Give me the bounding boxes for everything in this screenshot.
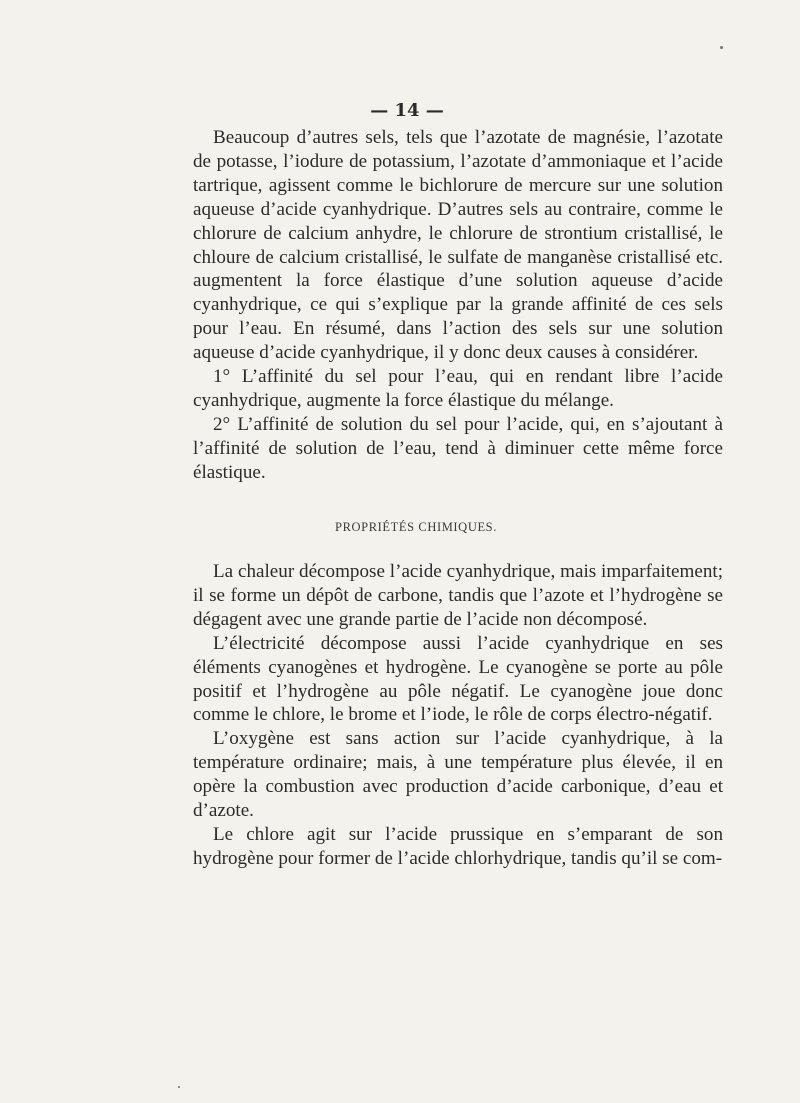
paragraph: 1° L’affinité du sel pour l’eau, qui en rendant libre l’acide cyanhydrique, augmente la force élastique du mélange.	[193, 366, 723, 411]
body-text-top	[193, 126, 723, 485]
paper-speck	[178, 1086, 180, 1088]
section-heading: PROPRIÉTÉS CHIMIQUES.	[335, 520, 497, 534]
paragraph: La chaleur décompose l’acide cyanhydrique, mais imparfaitement; il se forme un dépôt de carbone, tandis que l’azote et l’hydrogène se dégagent avec une grande partie de l’acide non décomposé.	[193, 561, 723, 630]
paper-speck	[720, 46, 723, 49]
paragraph: Le chlore agit sur l’acide prussique en s’emparant de son hydrogène pour former de l’acide chlorhydrique, tandis qu’il se com-	[193, 823, 723, 869]
page-number: — 14 —	[370, 100, 444, 121]
paragraph: L’oxygène est sans action sur l’acide cyanhydrique, à la température ordinaire; mais, à une température plus élevée, il en opère la combustion avec production d’acide carbonique, d’eau et d’azote.	[193, 728, 723, 822]
paragraph: L’électricité décompose aussi l’acide cyanhydrique en ses éléments cyanogènes et hydrogène. Le cyanogène se porte au pôle positif et l’hydrogène au pôle négatif. Le cyanogène joue donc comme le chlore, le brome et l’iode, le rôle de corps électro-négatif.	[193, 632, 723, 726]
body-text-bottom	[193, 560, 723, 871]
paragraph: 2° L’affinité de solution du sel pour l’acide, qui, en s’ajoutant à l’affinité de solution de l’eau, tend à diminuer cette même force élastique.	[193, 413, 723, 483]
paragraph: Beaucoup d’autres sels, tels que l’azotate de magnésie, l’azotate de potasse, l’iodure de potassium, l’azotate d’ammoniaque et l’acide tartrique, agissent comme le bichlorure de mercure sur une solution aqueuse d’acide cyanhydrique. D’autres sels au contraire, comme le chlorure de calcium anhydre, le chlorure de strontium cristallisé, le chloure de calcium cristallisé, le sulfate de manganèse cristallisé etc. augmentent la force élastique d’une solution aqueuse d’acide cyanhydrique, ce qui s’explique par la grande affinité de ces sels pour l’eau. En résumé, dans l’action des sels sur une solution aqueuse d’acide cyanhydrique, il y donc deux causes à considérer.	[193, 127, 723, 364]
